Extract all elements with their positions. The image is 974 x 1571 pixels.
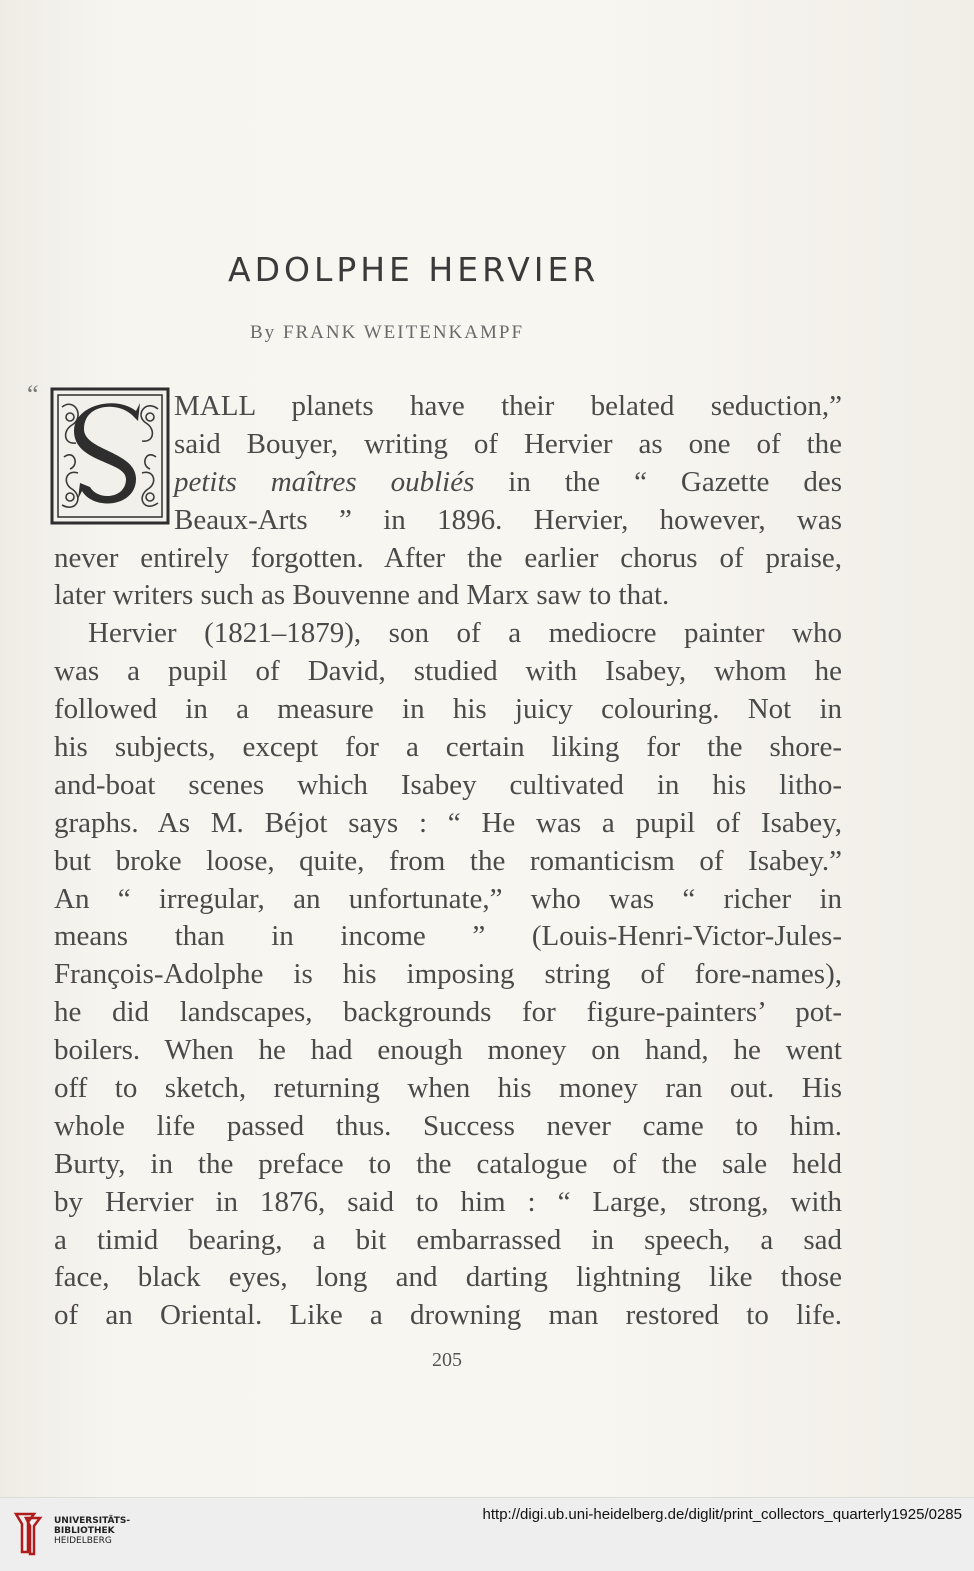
body-line: An “ irregular, an unfortunate,” who was “ richer in: [54, 882, 842, 915]
body-line: Burty, in the preface to the catalogue of the sale held: [54, 1147, 842, 1180]
body-line: never entirely forgotten. After the earlier chorus of praise,: [54, 541, 842, 574]
body-line: petits maîtres oubliés in the “ Gazette des: [174, 465, 842, 498]
body-line: graphs. As M. Béjot says : “ He was a pupil of Isabey,: [54, 806, 842, 839]
library-line-3: HEIDELBERG: [54, 1536, 112, 1546]
source-url-link[interactable]: http://digi.ub.uni-heidelberg.de/diglit/print_collectors_quarterly1925/0285: [482, 1506, 962, 1523]
body-line: whole life passed thus. Success never came to him.: [54, 1109, 842, 1142]
body-line: off to sketch, returning when his money ran out. His: [54, 1072, 842, 1105]
article-title: ADOLPHE HERVIER: [228, 250, 600, 289]
library-name: [54, 1516, 130, 1546]
body-line: a timid bearing, a bit embarrassed in speech, a sad: [54, 1223, 842, 1256]
body-line: of an Oriental. Like a drowning man restored to life.: [54, 1299, 842, 1332]
body-line: Hervier (1821–1879), son of a mediocre painter who: [88, 617, 842, 650]
body-line: Beaux-Arts ” in 1896. Hervier, however, was: [174, 503, 842, 536]
body-line: later writers such as Bouvenne and Marx saw to that.: [54, 579, 670, 612]
italic-phrase: petits maîtres oubliés: [174, 465, 475, 498]
body-line: François-Adolphe is his imposing string of fore-names),: [54, 958, 842, 991]
body-line: he did landscapes, backgrounds for figure-painters’ pot-: [54, 996, 842, 1029]
body-line: boilers. When he had enough money on hand, he went: [54, 1034, 842, 1067]
page-number: 205: [432, 1349, 462, 1371]
body-line: was a pupil of David, studied with Isabey, whom he: [54, 655, 842, 688]
byline: [250, 322, 524, 344]
body-line: means than in income ” (Louis-Henri-Victor-Jules-: [54, 920, 842, 953]
byline-by: By: [250, 322, 277, 343]
article-body: [54, 388, 842, 1335]
opening-quote: “: [27, 380, 39, 409]
ub-heidelberg-logo-icon[interactable]: [12, 1508, 44, 1558]
byline-author: FRANK WEITENKAMPF: [282, 322, 525, 343]
library-line-2: BIBLIOTHEK: [54, 1526, 115, 1536]
body-line: but broke loose, quite, from the romanticism of Isabey.”: [54, 844, 842, 877]
body-line: by Hervier in 1876, said to him : “ Large, strong, with: [54, 1185, 842, 1218]
body-line: said Bouyer, writing of Hervier as one of the: [174, 427, 842, 460]
body-line: his subjects, except for a certain liking for the shore-: [54, 731, 842, 764]
body-line: and-boat scenes which Isabey cultivated in his litho-: [54, 768, 842, 801]
body-line: face, black eyes, long and darting lightning like those: [54, 1261, 842, 1294]
footer-bar: [0, 1497, 974, 1571]
body-line: MALL planets have their belated seduction,”: [174, 390, 842, 422]
body-line: followed in a measure in his juicy colouring. Not in: [54, 693, 842, 726]
library-line-1: UNIVERSITÄTS-: [54, 1516, 131, 1526]
